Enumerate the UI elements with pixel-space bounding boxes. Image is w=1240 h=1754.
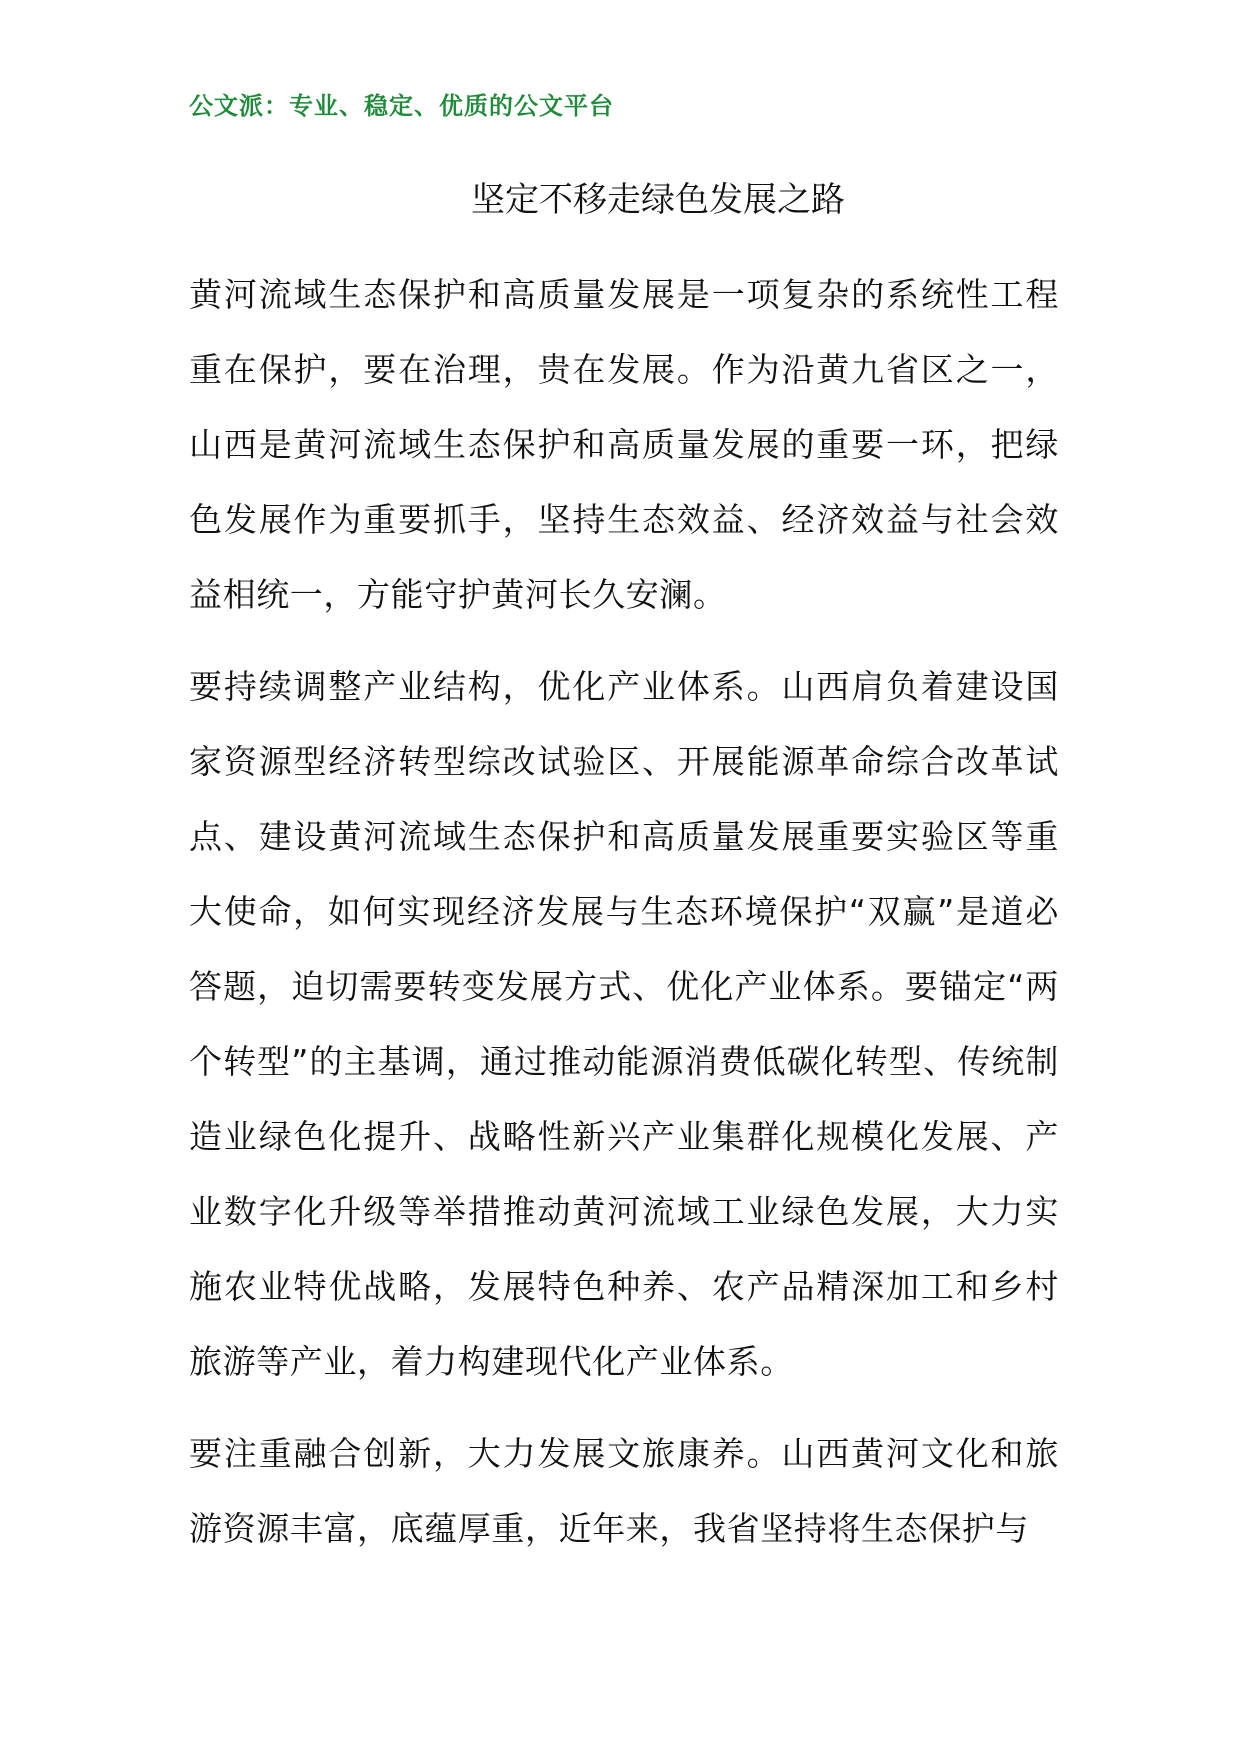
paragraph: 要持续调整产业结构，优化产业体系。山西肩负着建设国家资源型经济转型综改试验区、开展能源革命综合改革试点、建设黄河流域生态保护和高质量发展重要实验区等重大使命，如何实现经济发展与生态环境保护“双赢”是道必答题，迫切需要转变发展方式、优化产业体系。要锚定“两个转型”的主基调，通过推动能源消费低碳化转型、传统制造业绿色化提升、战略性新兴产业集群化规模化发展、产业数字化升级等举措推动黄河流域工业绿色发展，大力实施农业特优战略，发展特色种养、农产品精深加工和乡村旅游等产业，着力构建现代化产业体系。 [189,667,1059,1381]
page-title: 坚定不移走绿色发展之路 [471,180,845,220]
document-body [189,257,1059,1583]
header-slogan: 公文派：专业、稳定、优质的公文平台 [189,92,614,120]
paragraph: 黄河流域生态保护和高质量发展是一项复杂的系统性工程重在保护，要在治理，贵在发展。作为沿黄九省区之一，山西是黄河流域生态保护和高质量发展的重要一环，把绿色发展作为重要抓手，坚持生态效益、经济效益与社会效益相统一，方能守护黄河长久安澜。 [189,275,1059,614]
paragraph: 要注重融合创新，大力发展文旅康养。山西黄河文化和旅游资源丰富，底蕴厚重，近年来，我省坚持将生态保护与 [189,1434,1059,1548]
